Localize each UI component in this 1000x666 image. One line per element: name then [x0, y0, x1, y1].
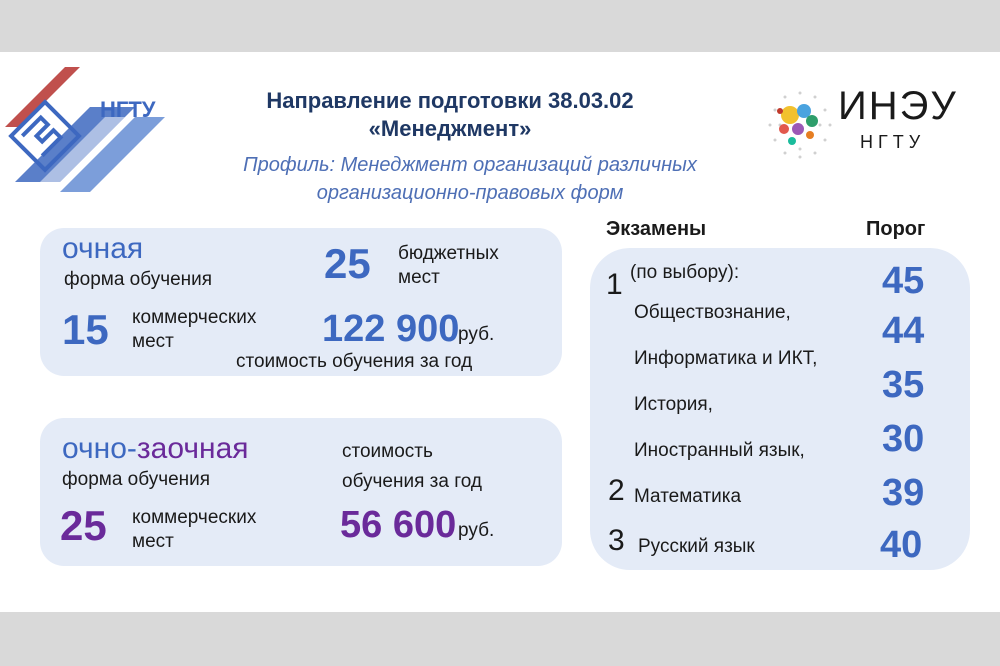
fulltime-mode: очная	[62, 232, 144, 265]
parttime-currency: руб.	[458, 520, 495, 541]
fulltime-currency: руб.	[458, 324, 495, 345]
ineu-dots-icon	[760, 85, 840, 165]
parttime-price: 56 600	[340, 504, 457, 546]
exam-group2-number: 2	[608, 474, 625, 507]
exam-group1-number: 1	[606, 268, 623, 301]
exam-item: Иностранный язык,	[634, 440, 805, 461]
fulltime-commercial-label-2: мест	[132, 331, 174, 352]
parttime-mode-part1: очно-	[62, 432, 137, 465]
exam-item: Обществознание,	[634, 302, 791, 323]
fulltime-budget-count: 25	[324, 240, 371, 287]
threshold-score: 39	[882, 472, 925, 514]
threshold-score: 44	[882, 310, 925, 352]
parttime-mode	[62, 432, 249, 466]
profile-line1: Профиль: Менеджмент организаций различных	[243, 154, 697, 176]
exam-group3-number: 3	[608, 524, 625, 557]
profile-line2: организационно-правовых форм	[316, 182, 624, 204]
ineu-logo-text: ИНЭУ	[838, 84, 958, 128]
parttime-panel	[40, 418, 562, 566]
slide	[0, 52, 1000, 612]
fulltime-commercial-label-1: коммерческих	[132, 307, 257, 328]
fulltime-budget-label-1: бюджетных	[398, 243, 499, 264]
exam-group3-label: Русский язык	[638, 536, 755, 557]
fulltime-commercial-count: 15	[62, 306, 109, 353]
parttime-price-label-1: стоимость	[342, 441, 433, 462]
parttime-commercial-label-2: мест	[132, 531, 174, 552]
ineu-logo	[760, 80, 980, 180]
threshold-score: 40	[880, 524, 923, 566]
page-title-line1: Направление подготовки 38.03.02	[266, 88, 634, 113]
exam-group2-label: Математика	[634, 486, 742, 507]
threshold-score: 35	[882, 364, 925, 406]
parttime-mode-part2: заочная	[136, 432, 249, 465]
ngtu-logo	[5, 67, 175, 197]
fulltime-price: 122 900	[322, 308, 460, 350]
parttime-mode-sub: форма обучения	[62, 469, 211, 490]
exam-group1-label: (по выбору):	[630, 262, 740, 283]
parttime-commercial-count: 25	[60, 502, 107, 549]
threshold-score: 45	[882, 260, 925, 302]
fulltime-price-label: стоимость обучения за год	[236, 351, 473, 372]
ineu-logo-sub: НГТУ	[860, 132, 926, 152]
parttime-price-label-2: обучения за год	[342, 471, 482, 492]
threshold-score: 30	[882, 418, 925, 460]
parttime-commercial-label-1: коммерческих	[132, 507, 257, 528]
exam-item: Информатика и ИКТ,	[634, 348, 818, 369]
ngtu-logo-icon	[5, 67, 175, 197]
ngtu-logo-text: НГТУ	[100, 97, 156, 122]
exam-item: История,	[634, 394, 713, 415]
exams-panel	[590, 248, 970, 570]
fulltime-budget-label-2: мест	[398, 267, 440, 288]
fulltime-mode-sub: форма обучения	[64, 269, 213, 290]
fulltime-panel	[40, 228, 562, 376]
exams-header: Экзамены	[606, 218, 707, 240]
threshold-header: Порог	[866, 218, 926, 240]
page-title-line2: «Менеджмент»	[368, 116, 532, 141]
